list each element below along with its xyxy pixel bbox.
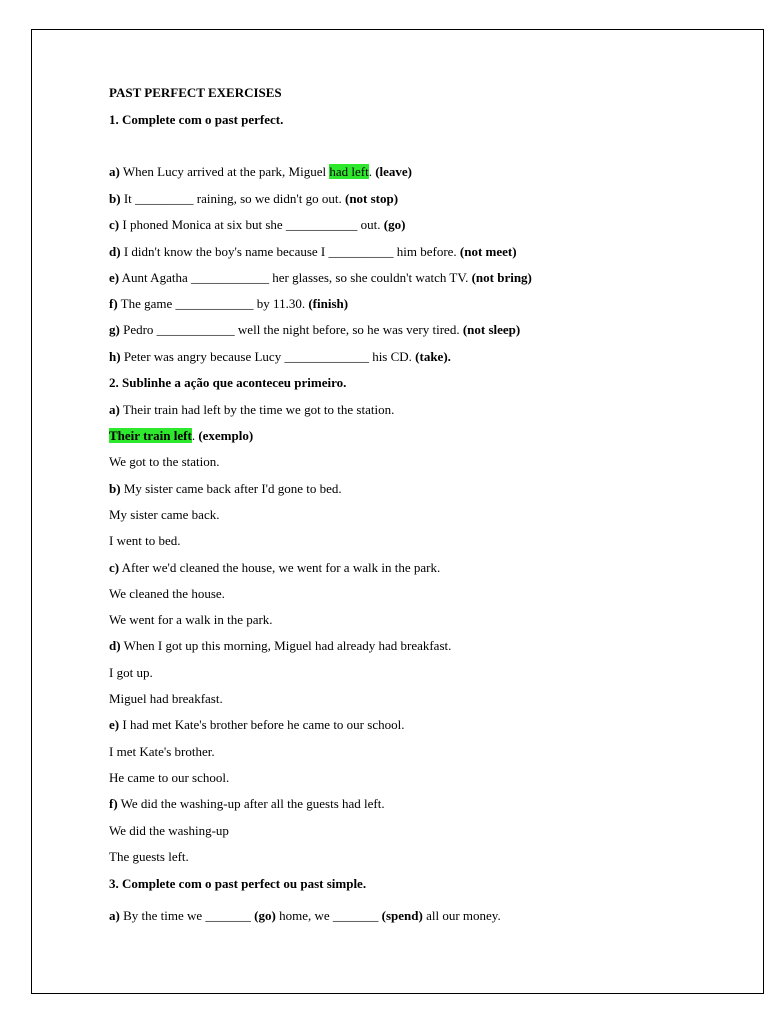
exercise-1c: c) I phoned Monica at six but she ___________ out. (go) [109,217,406,232]
answer-highlight: had left [329,164,369,179]
exercise-2d-option-1: I got up. [109,665,153,680]
exercise-1b: b) It _________ raining, so we didn't go out. (not stop) [109,191,399,206]
exercise-1g: g) Pedro ____________ well the night before, so he was very tired. (not sleep) [109,322,521,337]
exercise-1f: f) The game ____________ by 11.30. (finish) [109,296,349,311]
exercise-2c: c) After we'd cleaned the house, we went for a walk in the park. [109,560,441,575]
section-1-heading: 1. Complete com o past perfect. [109,112,284,127]
exercise-2c-option-1: We cleaned the house. [109,586,225,601]
exercise-3a: a) By the time we _______ (go) home, we _______ (spend) all our money. [109,908,501,923]
page-title: PAST PERFECT EXERCISES [109,85,282,100]
exercise-2d-option-2: Miguel had breakfast. [109,691,223,706]
exercise-2e-option-1: I met Kate's brother. [109,744,215,759]
exercise-1h: h) Peter was angry because Lucy _____________ his CD. (take). [109,349,451,364]
exercise-1d: d) I didn't know the boy's name because I __________ him before. (not meet) [109,244,517,259]
exercise-2b-option-1: My sister came back. [109,507,220,522]
exercise-2a-option-2: We got to the station. [109,454,220,469]
exercise-2a: a) Their train had left by the time we got to the station. [109,402,395,417]
exercise-1e: e) Aunt Agatha ____________ her glasses, so she couldn't watch TV. (not bring) [109,270,532,285]
exercise-2e: e) I had met Kate's brother before he came to our school. [109,717,405,732]
section-2-heading: 2. Sublinhe a ação que aconteceu primeiro. [109,375,347,390]
answer-highlight: Their train left [109,428,192,443]
exercise-2f: f) We did the washing-up after all the guests had left. [109,796,385,811]
exercise-2b-option-2: I went to bed. [109,533,181,548]
exercise-2f-option-2: The guests left. [109,849,189,864]
exercise-2c-option-2: We went for a walk in the park. [109,612,273,627]
exercise-2f-option-1: We did the washing-up [109,823,229,838]
exercise-2a-option-1: Their train left. (exemplo) [109,428,254,443]
exercise-2b: b) My sister came back after I'd gone to bed. [109,481,342,496]
section-3-heading: 3. Complete com o past perfect ou past simple. [109,876,367,891]
exercise-2e-option-2: He came to our school. [109,770,230,785]
exercise-1a: a) When Lucy arrived at the park, Miguel had left. (leave) [109,164,412,179]
exercise-2d: d) When I got up this morning, Miguel had already had breakfast. [109,638,452,653]
